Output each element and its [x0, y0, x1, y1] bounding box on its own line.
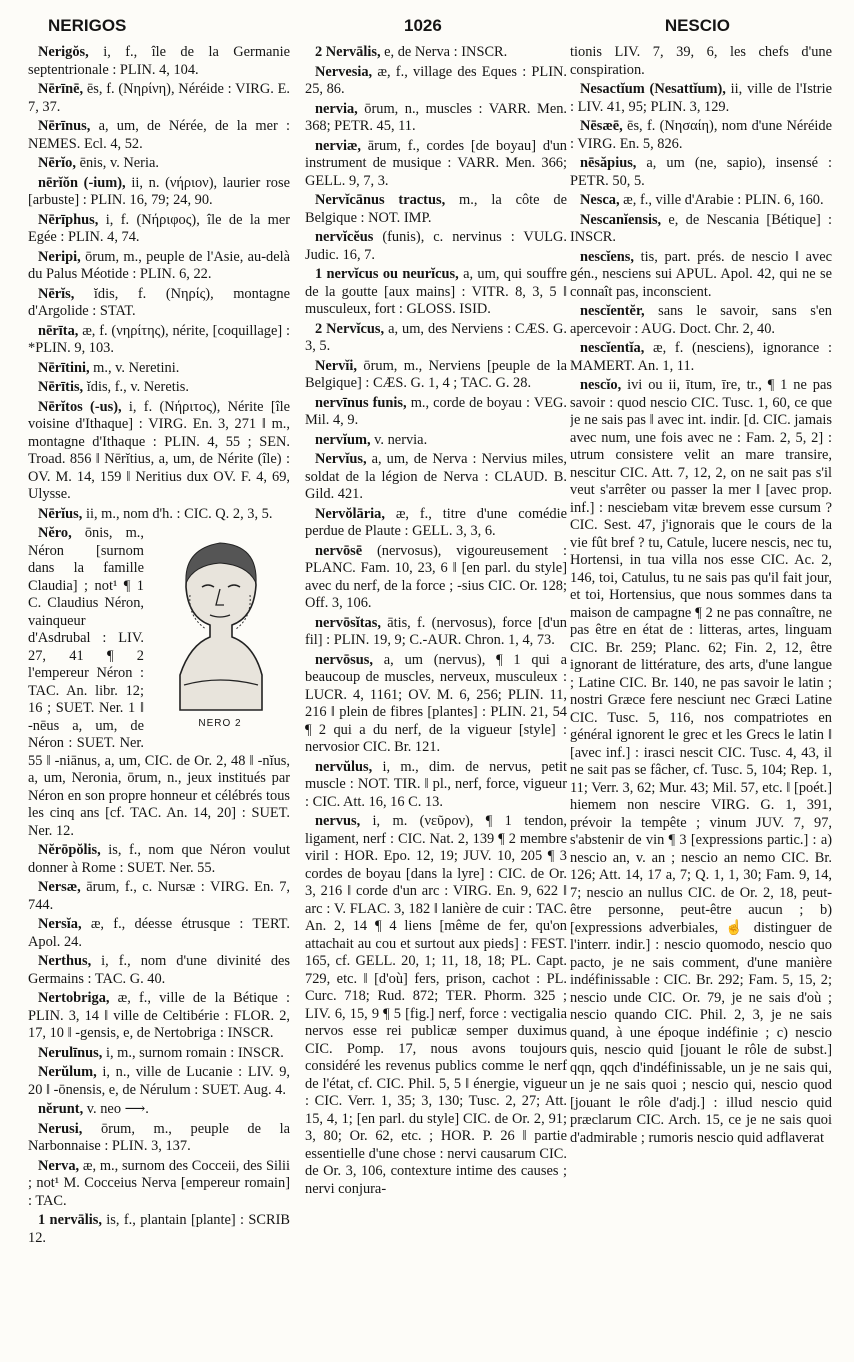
entry-definition: tis, part. prés. de nescio ‖ avec gén., nesciens sui APUL. Apol. 42, qui ne se connaît pas, inconscient.	[570, 248, 832, 300]
dictionary-entry	[28, 155, 290, 173]
header-left-guide-word: NERIGOS	[48, 16, 127, 35]
dictionary-entry	[28, 249, 290, 284]
entry-definition: m., v. Neretini.	[89, 359, 180, 376]
entry-headword: Nērĭs,	[38, 285, 75, 302]
entry-headword: 2 Nervĭcus,	[315, 320, 385, 337]
dictionary-entry	[305, 759, 567, 812]
entry-headword: Nērīnē,	[38, 81, 84, 97]
entry-definition: m., la côte de Belgique : NOT. IMP.	[305, 192, 567, 226]
entry-headword: Nersĭa,	[38, 916, 82, 932]
entry-definition: ātis, f. (nervosus), force [d'un fil] : PLIN. 19, 9; C.-AUR. Chron. 1, 4, 73.	[305, 614, 567, 648]
entry-definition: a, um, des Nerviens : CÆS. G. 3, 5.	[305, 320, 567, 354]
entry-definition: a, um, qui souffre de la goutte [aux mains] : VITR. 8, 3, 5 ‖ musculeux, fort : GLOSS. ISID.	[305, 266, 567, 317]
dictionary-entry	[570, 249, 832, 302]
entry-definition: ĭdis, f. (Νηρίς), montagne d'Argolide : STAT.	[28, 285, 290, 319]
dictionary-entry	[305, 615, 567, 650]
entry-definition: i, n., ville de Lucanie : LIV. 9, 20 ‖ -ōnensis, e, de Nérulum : SUET. Aug. 4.	[28, 1064, 290, 1098]
entry-definition: i, f. (Νήριφος), île de la mer Egée : PLIN. 4, 74.	[28, 211, 290, 245]
entry-headword: nervus,	[315, 813, 361, 829]
entry-definition: æ, f., ville d'Arabie : PLIN. 6, 160.	[619, 192, 824, 208]
figure-caption: NERO 2	[198, 718, 242, 729]
entry-headword: nescĭo,	[580, 377, 622, 393]
dictionary-entry	[28, 399, 290, 504]
entry-headword: nervĭum,	[315, 431, 371, 448]
entry-definition: (nervosus), vigoureusement : PLANC. Fam. 10, 23, 6 ‖ [en parl. du style] avec du nerf, de la force ; -sius CIC. Or. 128; Off. 3, 106.	[305, 542, 567, 611]
entry-definition: æ, f., déesse étrusque : TERT. Apol. 24.	[28, 916, 290, 950]
entry-headword: Nerusi,	[38, 1120, 83, 1137]
dictionary-entry	[28, 1212, 290, 1247]
entry-definition: æ, f., ville de la Bétique : PLIN. 3, 14 ‖ ville de Celtibérie : FLOR. 2, 17, 10 ‖ -gensis, e, de Nertobriga : INSCR.	[28, 990, 290, 1041]
dictionary-entry	[28, 842, 290, 877]
dictionary-entry	[305, 44, 567, 62]
entry-headword: Nesactĭum (Nesattĭum),	[580, 81, 726, 97]
dictionary-entry	[28, 118, 290, 153]
dictionary-entry	[570, 377, 832, 1147]
dictionary-entry	[28, 1121, 290, 1156]
dictionary-entry	[28, 953, 290, 988]
entry-headword: 1 nervālis,	[38, 1212, 102, 1228]
dictionary-entry	[28, 506, 290, 524]
entry-headword: Nerthus,	[38, 953, 92, 969]
entry-headword: Nērĭtos (-us),	[38, 398, 122, 415]
entry-definition: a, um, de Nérée, de la mer : NEMES. Ecl. 4, 52.	[28, 118, 290, 152]
entry-definition: ĭdis, f., v. Neretis.	[83, 379, 189, 395]
entry-definition: i, f. (Νήριτος), Nérite [île voisine d'Ithaque] : VIRG. En. 3, 271 ‖ m., montagne d'Ithaque : PLIN. 4, 55 ; SEN. Troad. 856 ‖ Nērĭtius, a, um, de Nérite (île) : OV. M. 14, 159 ‖ Neritius dux OV. F. 4, 69, Ulysse.	[28, 398, 290, 502]
entry-definition: æ, m., surnom des Cocceii, des Silii ; not¹ M. Cocceius Nerva [empereur romain] : TAC.	[28, 1157, 290, 1209]
entry-definition: (funis), c. nervinus : VULG. Judic. 16, 7.	[305, 229, 567, 263]
dictionary-entry	[28, 525, 290, 840]
entry-headword: 1 nervĭcus ou neurĭcus,	[315, 266, 459, 282]
entry-headword: Nĕrōpŏlis,	[38, 842, 101, 858]
entry-headword: Nervesia,	[315, 63, 373, 80]
entry-definition: is, f., nom que Néron voulut donner à Rome : SUET. Ner. 55.	[28, 842, 290, 876]
entry-headword: 2 Nervālis,	[315, 44, 381, 60]
dictionary-entry	[305, 138, 567, 191]
page-header	[0, 12, 854, 42]
dictionary-entry	[305, 321, 567, 356]
entry-definition: ii, ville de l'Istrie : LIV. 41, 95; PLIN. 3, 129.	[570, 81, 832, 115]
nero-bust-illustration	[150, 525, 290, 735]
entry-definition: ārum, f., cordes [de boyau] d'un instrument de musique : VARR. Men. 366; GELL. 9, 7, 3.	[305, 137, 567, 189]
dictionary-entry	[28, 44, 290, 79]
entry-definition: sans le savoir, sans s'en apercevoir : AUG. Doct. Chr. 2, 40.	[570, 303, 832, 337]
entry-definition: æ, f., village des Eques : PLIN. 25, 86.	[305, 63, 567, 97]
entry-definition: i, m. (νεῦρον), ¶ 1 tendon, ligament, nerf : CIC. Nat. 2, 139 ¶ 2 membre viril : HOR. Epo. 12, 19; JUV. 10, 205 ¶ 3 cordes de boyau [dans la lyre] : CIC. de Or. 3, 216 ‖ corde d'un arc : VIRG. En. 9, 622 ‖ arc : V. FLAC. 3, 182 ‖ lanière de cuir : TAC. An. 2, 14 ¶ 4 liens [même de fer, qu'on attachait au cou et surtout aux pieds] : FEST. 165, cf. GELL. 20, 1; 11, 18, 18; PL. Capt. 729, etc. ‖ [d'où] fers, prison, cachot : PL. Curc. 718; Rud. 872; TER. Phorm. 325 ; LIV. 6, 15, 9 ¶ 5 [fig.] nerf, force : vectigalia nervos esse rei publicæ semper duximus CIC. Pomp. 17, nous avons toujours considéré les revenus publics comme le nerf de l'état, cf. CIC. Phil. 5, 5 ‖ énergie, vigueur : CIC. Verr. 1, 35; 3, 130; Tusc. 2, 27; Att. 15, 4, 1; [en parl. du style] CIC. de Or. 2, 91; 3, 80; Or. 62, etc. ; HOR. P. 26 ‖ partie essentielle d'une chose : nervi causarum CIC. de Or. 3, 106, contexture intime des causes ; nervi conjura-	[305, 813, 567, 1197]
page-number: 1026	[404, 16, 442, 35]
entry-headword: nervīnus funis,	[315, 394, 407, 411]
dictionary-entry	[570, 118, 832, 153]
entry-headword: Nērītis,	[38, 379, 84, 395]
entry-headword: Neripi,	[38, 248, 81, 265]
entry-definition: ōrum, m., peuple de la Narbonnaise : PLIN. 3, 137.	[28, 1120, 290, 1154]
entry-definition: ōnis, m., Néron [surnom dans la famille Claudia] ; not¹ ¶ 1 C. Claudius Néron, vainqueur d'Asdrubal : LIV. 27, 41 ¶ 2 l'empereur Néron : TAC. An. libr. 12; 16 ; SUET. Ner. 1 ‖ -nēus a, um, de Néron : SUET. Ner. 55 ‖ -niānus, a, um, CIC. de Or. 2, 48 ‖ -nĭus, a, um, Neronia, ōrum, n., jeux institués par Néron en son propre honneur et célébrés tous les cinq ans [cf. TAC. An. 14, 20] : SUET. Ner. 12.	[28, 525, 290, 839]
entry-headword: nervia,	[315, 100, 358, 117]
entry-headword: Nertobriga,	[38, 990, 110, 1006]
entry-headword: nescĭentĕr,	[580, 303, 645, 319]
entry-headword: Nērĭo,	[38, 155, 76, 171]
dictionary-entry	[28, 81, 290, 116]
entry-headword: Nēsæē,	[580, 118, 623, 134]
entry-headword: Nescanĭensis,	[580, 211, 662, 228]
entry-definition: i, f., île de la Germanie septentrionale : PLIN. 4, 104.	[28, 44, 290, 78]
column-1	[28, 44, 290, 1356]
entry-headword: nervĭcĕus	[315, 229, 374, 245]
dictionary-entry	[305, 813, 567, 1198]
entry-definition: ii, n. (νήριον), laurier rose [arbuste] : PLIN. 16, 79; 24, 90.	[28, 174, 290, 208]
entry-definition: ārum, f., c. Nursæ : VIRG. En. 7, 744.	[28, 879, 290, 913]
entry-headword: Nērītini,	[38, 359, 90, 376]
entry-headword: Nerŭlum,	[38, 1064, 97, 1080]
entry-headword: Nĕro,	[38, 525, 72, 541]
entry-headword: Nērĭus,	[38, 505, 83, 522]
dictionary-entry	[28, 1158, 290, 1211]
entry-headword: nervōsē	[315, 542, 363, 559]
dictionary-entry	[28, 286, 290, 321]
dictionary-entry	[305, 266, 567, 319]
entry-headword: Nervŏlāria,	[315, 505, 385, 522]
entry-headword: nērīta,	[38, 322, 79, 339]
entry-headword: Nērīphus,	[38, 211, 99, 228]
entry-definition: ēnis, v. Neria.	[75, 155, 159, 171]
entry-headword: Nervĭi,	[315, 357, 357, 374]
dictionary-entry	[28, 175, 290, 210]
entry-headword: Nersæ,	[38, 879, 81, 895]
header-right-guide-word: NESCIO	[664, 16, 730, 35]
column-3	[570, 44, 832, 1356]
dictionary-entry	[305, 101, 567, 136]
column-2	[305, 44, 567, 1356]
entry-definition: v. neo ⟶.	[83, 1101, 149, 1117]
dictionary-entry	[305, 192, 567, 227]
dictionary-entry	[570, 44, 832, 79]
dictionary-entry	[570, 212, 832, 247]
entry-definition: v. nervia.	[370, 431, 428, 448]
dictionary-entry	[570, 81, 832, 116]
entry-headword: Nērīnus,	[38, 118, 91, 134]
entry-headword: Nerigŏs,	[38, 44, 89, 60]
nero-bust-icon	[150, 525, 290, 715]
entry-definition: tionis LIV. 7, 39, 6, les chefs d'une conspiration.	[570, 44, 832, 78]
dictionary-entry	[28, 990, 290, 1043]
entry-definition: æ, f., titre d'une comédie perdue de Plaute : GELL. 3, 3, 6.	[305, 505, 567, 539]
entry-definition: i, f., nom d'une divinité des Germains : TAC. G. 40.	[28, 953, 290, 987]
dictionary-entry	[570, 303, 832, 338]
entry-definition: ōrum, m., Nerviens [peuple de la Belgique] : CÆS. G. 1, 4 ; TAC. G. 28.	[305, 357, 567, 391]
dictionary-entry	[305, 432, 567, 450]
dictionary-entry	[305, 358, 567, 393]
entry-headword: Nerva,	[38, 1157, 80, 1174]
entry-headword: nervŭlus,	[315, 758, 373, 775]
dictionary-entry	[570, 155, 832, 190]
entry-headword: Nerulīnus,	[38, 1044, 103, 1061]
entry-definition: ivi ou ii, ītum, īre, tr., ¶ 1 ne pas savoir : quod nescio CIC. Tusc. 1, 60, ce que je ne sais pas ‖ avec int. indir. [d. CIC. jamais avec num, une fois avec ne : Fam. 2, 5, 2] : utrum consistere velit an mare transire, nescitur CIC. Att. 7, 12, 2, on ne sait pas s'il veut s'arrêter ou passer la mer ‖ [avec prop. inf.] : nesciebam vitæ brevem esse cursum ? CIC. Sest. 47, j'ignorais que le cours de la vie fût bref ? tu, Catule, lucere nescis, nec tu, Hortensi, in tua villa nos esse CIC. Ac. 2, 146, toi, Catulus, tu ne sais pas qu'il fait jour, et toi, Hortensius, que nous sommes dans ta maison de campagne ¶ 2 ne pas connaître, ne pas être en état de : litteras, artes, linguam CIC. Br. 259; Planc. 62; Fin. 2, 12, être ignorant de littérature, des arts, d'une langue ; Latine CIC. Br. 140, ne pas savoir le latin ; nostri Græce fere nesciunt nec Græci Latine CIC. Tusc. 5, 116, nos compatriotes en général ignorent le grec et les Grecs le latin ‖ [avec inf.] : irasci nescit CIC. Tusc. 4, 43, il ne sait pas se fâcher, cf. Tusc. 5, 104; Rep. 1, 11; Verr. 3, 62; Mur. 43; Mil. 57, etc. ‖ [poét.] hiemem non nescire VIRG. G. 1, 391, prévoir la tempête ; vinum JUV. 7, 97, s'abstenir de vin ¶ 3 [expressions partic.] : a) nescio an, v. an ; nescio an nemo CIC. Br. 126; Att. 14, 17 a, 7; Q. 1, 1, 30; Fam. 9, 14, 7; nescio an nullus CIC. de Or. 2, 18, peut-être personne, peut-être aucun ; b) [expressions adverbiales, ☝ distinguer de l'interr. indir.] : nescio quomodo, nescio quo pacto, je ne sais comment, d'une manière indéfinissable : CIC. Br. 292; Fam. 5, 15, 2; nescio unde CIC. Or. 79, je ne sais d'où ; nescio quando CIC. Phil. 2, 3, je ne sais quand, à une époque indéfinie ; c) nescio quis, nescio quid [jouant le rôle de subst.] qqn, qqch d'indéfinissable, un je ne sais qui, un je ne sais quoi ; nescio qui, nescio quod [jouant le rôle d'adj.] : illud nescio quid præclarum CIC. Arch. 15, ce je ne sais quoi d'admirable ; rumoris nescio quid adflaverat	[570, 377, 832, 1146]
entry-definition: e, de Nerva : INSCR.	[380, 44, 508, 60]
entry-definition: e, de Nescania [Bétique] : INSCR.	[570, 211, 832, 245]
dictionary-entry	[28, 1101, 290, 1119]
entry-headword: nervōsus,	[315, 651, 373, 668]
entry-definition: æ, f. (νηρίτης), nérite, [coquillage] : *PLIN. 9, 103.	[28, 322, 290, 356]
entry-definition: is, f., plantain [plante] : SCRIB 12.	[28, 1212, 290, 1246]
entry-headword: Nervĭcānus tractus,	[315, 192, 446, 208]
dictionary-entry	[28, 212, 290, 247]
dictionary-entry	[305, 64, 567, 99]
dictionary-entry	[305, 451, 567, 504]
entry-headword: nescĭens,	[580, 248, 634, 265]
dictionary-entry	[570, 192, 832, 210]
entry-definition: ēs, f. (Νηρίνη), Néréide : VIRG. E. 7, 37.	[28, 81, 290, 115]
dictionary-entry	[305, 395, 567, 430]
entry-headword: nēsăpius,	[580, 155, 637, 171]
entry-definition: a, um, de Nerva : Nervius miles, soldat de la légion de Nerva : CLAUD. B. Gild. 421.	[305, 451, 567, 502]
entry-definition: ōrum, n., muscles : VARR. Men. 368; PETR. 45, 11.	[305, 100, 567, 134]
dictionary-entry	[28, 1064, 290, 1099]
entry-definition: æ, f. (nesciens), ignorance : MAMERT. An. 1, 11.	[570, 340, 832, 374]
entry-definition: a, um (nervus), ¶ 1 qui a beaucoup de muscles, nerveux, musculeux : LUCR. 4, 1161; OV. M. 6, 256; PLIN. 11, 216 ‖ plein de fibres [plantes] : PLIN. 21, 54 ¶ 2 qui a du nerf, de la vigueur [style] : nervosior CIC. Br. 121.	[305, 651, 567, 755]
dictionary-entry	[305, 506, 567, 541]
dictionary-entry	[28, 916, 290, 951]
dictionary-entry	[28, 879, 290, 914]
dictionary-entry	[305, 543, 567, 613]
dictionary-entry	[570, 340, 832, 375]
entry-definition: a, um (ne, sapio), insensé : PETR. 50, 5.	[570, 155, 832, 189]
dictionary-entry	[28, 323, 290, 358]
dictionary-entry	[305, 652, 567, 757]
entry-headword: nervōsĭtas,	[315, 614, 381, 631]
entry-headword: nescĭentĭa,	[580, 340, 645, 356]
entry-headword: Nesca,	[580, 192, 620, 208]
entry-definition: ii, m., nom d'h. : CIC. Q. 2, 3, 5.	[82, 505, 273, 522]
entry-definition: ēs, f. (Νησαίη), nom d'une Néréide : VIRG. En. 5, 826.	[570, 118, 832, 152]
entry-headword: nĕrunt,	[38, 1101, 84, 1117]
entry-headword: nerviæ,	[315, 137, 361, 154]
entry-definition: i, m., surnom romain : INSCR.	[102, 1044, 284, 1061]
entry-headword: Nervĭus,	[315, 451, 367, 467]
dictionary-entry	[305, 229, 567, 264]
dictionary-entry	[28, 360, 290, 378]
entry-definition: m., corde de boyau : VEG. Mil. 4, 9.	[305, 394, 567, 428]
dictionary-entry	[28, 1045, 290, 1063]
entry-definition: ōrum, m., peuple de l'Asie, au-delà du Palus Méotide : PLIN. 6, 22.	[28, 248, 290, 282]
entry-definition: i, m., dim. de nervus, petit muscle : NOT. TIR. ‖ pl., nerf, force, vigueur : CIC. Att. 16, 16 C. 13.	[305, 758, 567, 810]
dictionary-entry	[28, 379, 290, 397]
entry-headword: nērĭŏn (-ium),	[38, 174, 126, 191]
